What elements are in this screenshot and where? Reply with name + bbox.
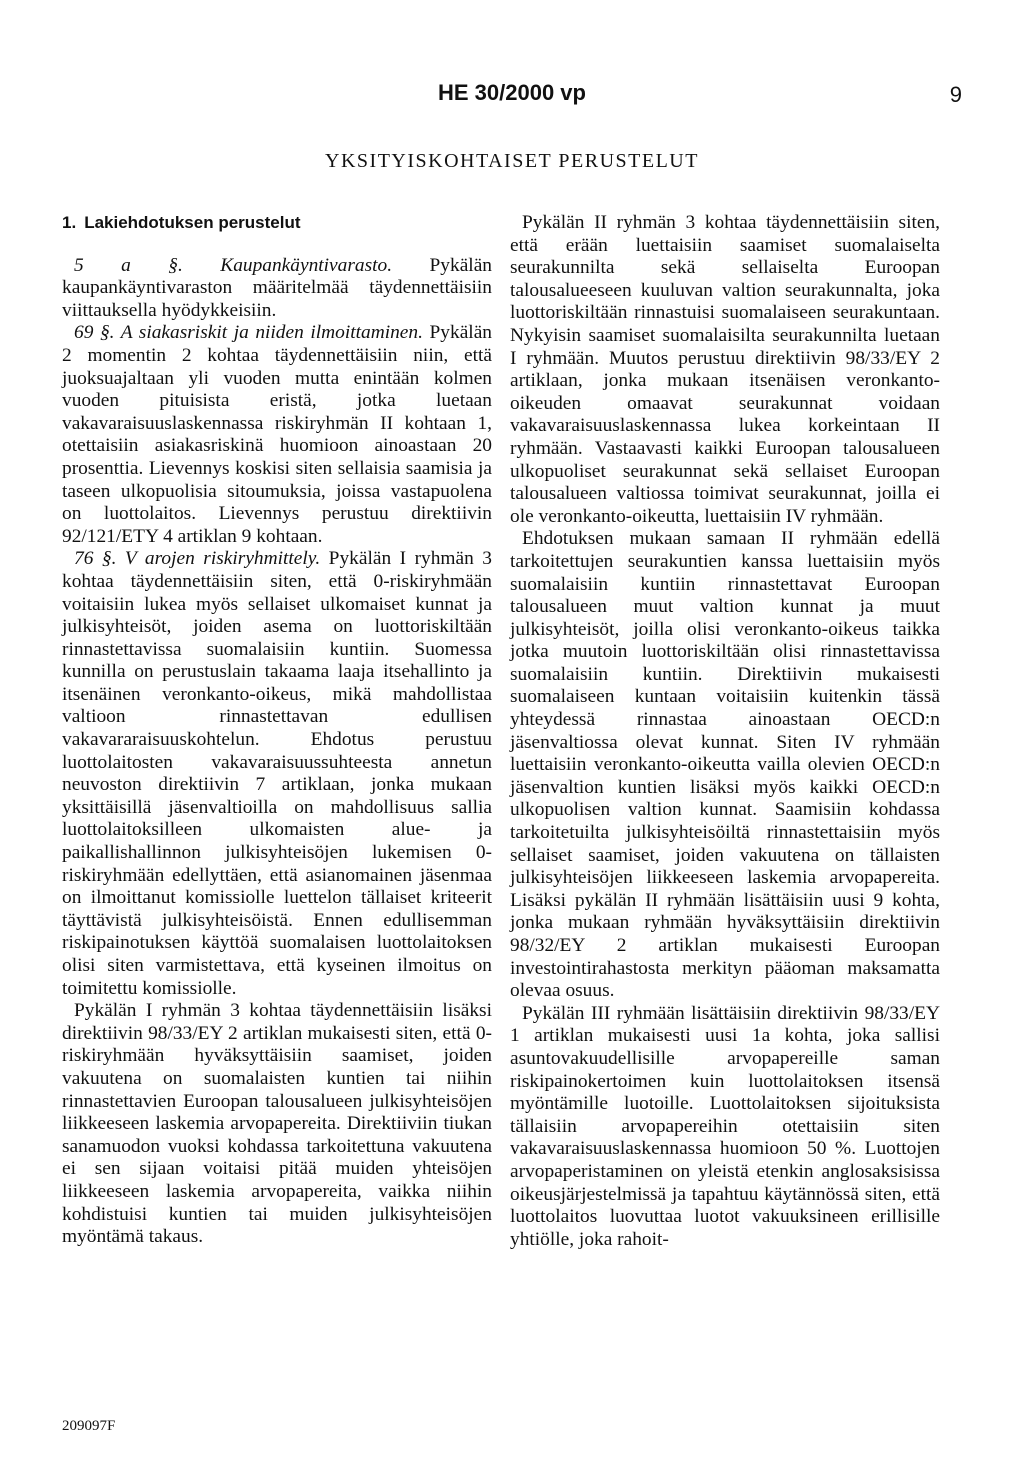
paragraph-5a [62, 255, 492, 323]
subsection-heading [62, 212, 492, 235]
paragraph-text: Pykälän I ryhmän 3 kohtaa täydennettäisiin siten, että 0-riskiryhmään voitaisiin lukea myös sellaiset ulkomaiset kunnat ja julkisyhteisöt, joiden asema on luottoriskiltään rinnastettavissa suomalaisiin kuntiin. Suomessa kunnilla on perustuslain takaama laaja itsehallinto ja itsenäinen veronkanto-oikeus, mikä mahdollistaa valtioon rinnastettavan edullisen vakavararaisuuskohtelun. Ehdotus perustuu luottolaitosten vakavaraisuussuhteesta annetun neuvoston direktiivin 7 artiklaan, jonka mukaan yksittäisillä jäsenvaltioilla on mahdollisuus sallia luottolaitoksilleen ulkomaisten alue- ja paikallishallinnon julkisyhteisöjen lukemisen 0-riskiryhmään edellyttäen, että asianomainen jäsenmaa on ilmoittanut komissiolle luettelon tällaiset kriteerit täyttävistä julkisyhteisöistä. Ennen edullisemman riskipainotuksen käyttöä suomalaisen luottolaitoksen olisi siten varmistettava, että kyseinen ilmoitus on toimitettu komissiolle. [62, 548, 492, 999]
page-number: 9 [949, 82, 962, 107]
paragraph-69 [62, 322, 492, 548]
paragraph-group-ii: Pykälän II ryhmän 3 kohtaa täydennettäisiin siten, että erään luettaisiin saamiset suomalaiselta seurakunnilta sekä sellaiselta Euroopan talousalueeseen kuuluvan valtion seurakunnalta, joka luottoriskiltään rinnastuisi suomalaiseen seurakuntaan. Nykyisin saamiset suomalaisilta seurakunnilta luetaan I ryhmään. Muutos perustuu direktiivin 98/33/EY 2 artiklaan, jonka mukaan itsenäisen veronkanto-oikeuden omaavat seurakunnat voidaan vakavaraisuuslaskennassa lukea korkeintaan II ryhmään. Vastaavasti kaikki Euroopan talousalueen ulkopuoliset seurakunnat sekä sellaiset Euroopan talousalueen valtiossa toimivat seurakunnat, joilla ei ole veronkanto-oikeutta, luettaisiin IV ryhmään. [510, 212, 940, 527]
paragraph-lead: 69 §. A siakasriskit ja niiden ilmoittaminen. [74, 322, 423, 344]
page-header [0, 74, 1024, 114]
footer-code: 209097F [62, 1418, 116, 1434]
paragraph-lead: 5 a §. Kaupankäyntivarasto. [74, 254, 393, 276]
paragraph-text: Pykälän 2 momentin 2 kohtaa täydennettäisiin niin, että juoksuajaltaan yli vuoden mutta enintään kolmen vuoden pituisista eristä, jotka luetaan vakavaraisuuslaskennassa riskiryhmän II kohtaan 1, otettaisiin asiakasriskinä huomioon ainoastaan 20 prosenttia. Lievennys koskisi siten sellaisia saamisia ja taseen ulkopuolisia sitoumuksia, joissa vastapuolena on luottolaitos. Lievennys perustuu direktiivin 92/121/ETY 4 artiklan 9 kohtaan. [62, 322, 492, 547]
right-column [510, 212, 940, 1251]
paragraph-group-iii: Pykälän III ryhmään lisättäisiin direktiivin 98/33/EY 1 artiklan mukaisesti uusi 1a kohta, joka sallisi asuntovakuudellisille arvopapereille saman riskipainokertoimen kuin luottolaitoksen itsensä myöntämille luotoille. Luottolaitoksen sijoituksista tällaisiin arvopapereihin otettaisiin siten vakavaraisuuslaskennassa huomioon 50 %. Luottojen arvopaperistaminen on yleistä etenkin anglosaksisissa oikeusjärjestelmissä ja tapahtuu käytännössä siten, että luottolaitos luovuttaa luotot vakuuksineen erillisille yhtiölle, joka rahoit- [510, 1002, 940, 1250]
left-column [62, 212, 492, 1249]
paragraph-76-continued: Pykälän I ryhmän 3 kohtaa täydennettäisiin lisäksi direktiivin 98/33/EY 2 artiklan mukaisesti siten, että 0-riskiryhmään hyväksyttäisiin saamiset, joiden vakuutena on suomalaisten kuntien tai niihin rinnastettavien Euroopan talousalueen julkisyhteisöjen liikkeeseen laskemia arvopapereita. Direktiiviin tiukan sanamuodon vuoksi kohdassa tarkoitettuna vakuutena ei sen sijaan voitaisi pitää muiden yhteisöjen liikkeeseen laskemia arvopapereita, vaikka niihin kohdistuisi kuntien tai muiden julkisyhteisöjen myöntämä takaus. [62, 1000, 492, 1248]
heading-number: 1. [62, 213, 77, 232]
document-id: HE 30/2000 vp [438, 80, 586, 105]
paragraph-group-ii-continued: Ehdotuksen mukaan samaan II ryhmään edellä tarkoitettujen seurakuntien kanssa luettaisiin myös suomalaisiin kuntiin rinnastettavat Euroopan talousalueen muut valtion kunnat ja muut julkisyhteisöt, joilla olisi veronkanto-oikeus taikka jotka muutoin luottoriskiltään olisi rinnastettavissa suomalaisiin kuntiin. Direktiivin mukaisesti suomalaiseen kuntaan voitaisiin kuitenkin tässä yhteydessä rinnastaa ainoastaan OECD:n jäsenvaltiossa olevat kunnat. Siten IV ryhmään luettaisiin veronkanto-oikeutta vailla olevien OECD:n jäsenvaltion kuntien lisäksi myös kaikki OECD:n ulkopuolisen valtion kunnat. Saamisiin kohdassa tarkoitetuilta julkisyhteisöiltä rinnastettaisiin myös sellaiset saamiset, joiden vakuutena on tällaisten julkisyhteisöjen liikkeeseen laskemia arvopapereita. Lisäksi pykälän II ryhmään lisättäisiin uusi 9 kohta, jonka mukaan ryhmään hyväksyttäisiin direktiivin 98/32/EY 2 artiklan mukaisesti Euroopan investointirahastosta merkityn pääoman maksamatta olevaa osuus. [510, 528, 940, 1002]
section-title: YKSITYISKOHTAISET PERUSTELUT [325, 150, 699, 172]
paragraph-text: Pykälän kaupankäyntivaraston määritelmää täydennettäisiin viittauksella hyödykkeisiin. [62, 254, 492, 321]
paragraph-76 [62, 548, 492, 1000]
paragraph-lead: 76 §. V arojen riskiryhmittely. [74, 548, 321, 570]
heading-text: Lakiehdotuksen perustelut [84, 213, 301, 232]
